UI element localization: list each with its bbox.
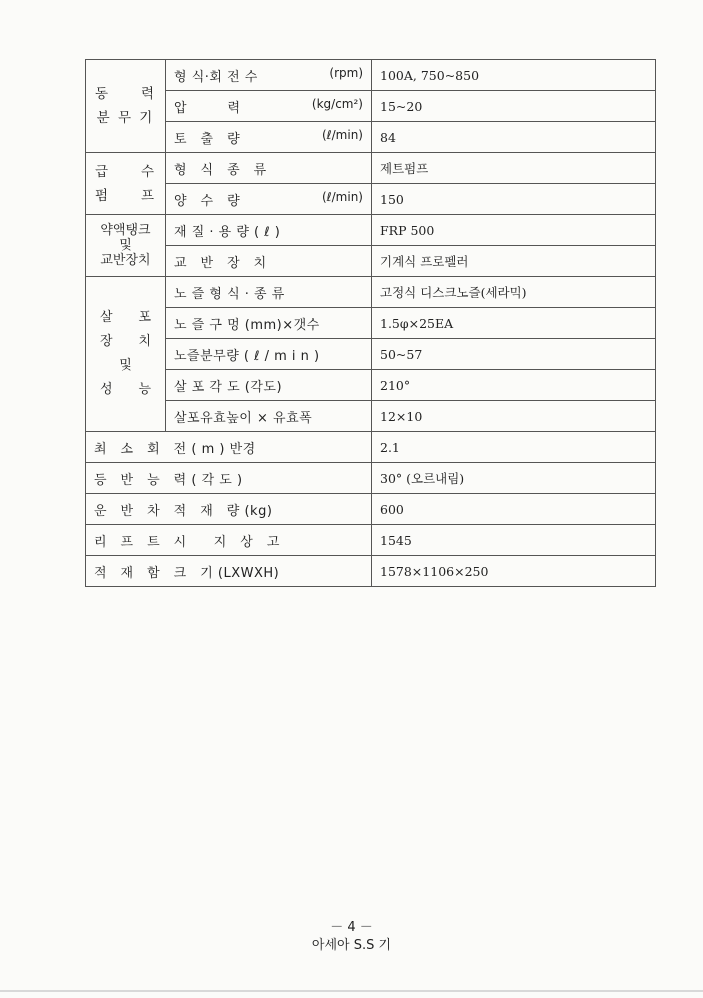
value-cell: 600 — [372, 494, 656, 525]
category-line: 급 수 — [94, 163, 157, 180]
item-label: 노즐분무량 ( ℓ / m i n ) — [174, 348, 320, 364]
value-cell: 기계식 프로펠러 — [372, 246, 656, 277]
value-cell: 30° (오르내림) — [372, 463, 656, 494]
table-row — [86, 339, 656, 370]
item-cell: 리 프 트 시 지 상 고 — [86, 525, 372, 556]
value-cell: 고정식 디스크노즐(세라믹) — [372, 277, 656, 308]
item-cell — [166, 153, 372, 184]
item-label: 양 수 량 — [174, 193, 241, 209]
item-label: 토 출 량 — [174, 131, 241, 147]
value-cell: 12×10 — [372, 401, 656, 432]
item-cell — [166, 91, 372, 122]
category-line: 펌 프 — [94, 187, 157, 204]
item-label: 형 식·회 전 수 — [174, 69, 258, 85]
table-row — [86, 215, 656, 246]
item-cell — [166, 246, 372, 277]
spec-table — [85, 59, 656, 587]
table-row — [86, 401, 656, 432]
category-line: 교반장치 — [100, 253, 151, 268]
item-label: 형 식 종 류 — [174, 162, 267, 178]
table-row — [86, 556, 656, 587]
category-line: 동 력 — [94, 86, 157, 102]
item-label: 살 포 각 도 (각도) — [174, 379, 283, 395]
item-cell — [166, 370, 372, 401]
category-cell — [86, 277, 166, 432]
category-line: 장 치 — [99, 334, 152, 349]
item-cell — [166, 277, 372, 308]
category-line: 약액탱크 — [100, 223, 151, 238]
item-cell — [166, 401, 372, 432]
item-cell — [166, 215, 372, 246]
item-cell: 등 반 능 력 ( 각 도 ) — [86, 463, 372, 494]
item-cell — [166, 339, 372, 370]
category-line: 및 — [119, 238, 132, 253]
category-cell — [86, 153, 166, 215]
item-cell — [166, 308, 372, 339]
item-cell: 운 반 차 적 재 량 (kg) — [86, 494, 372, 525]
table-row — [86, 494, 656, 525]
category-line: 분 무 기 — [96, 110, 155, 126]
category-cell — [86, 60, 166, 153]
item-cell: 적 재 함 크 기 (LXWXH) — [86, 556, 372, 587]
value-cell: 1578×1106×250 — [372, 556, 656, 587]
item-unit: (ℓ/min) — [322, 127, 363, 142]
value-cell: 2.1 — [372, 432, 656, 463]
item-unit: (kg/cm²) — [311, 96, 363, 111]
item-label: 노 즐 구 멍 (mm)×갯수 — [174, 317, 320, 333]
table-row — [86, 60, 656, 91]
table-row — [86, 525, 656, 556]
table-row — [86, 432, 656, 463]
table-row — [86, 153, 656, 184]
item-label: 압 력 — [174, 100, 241, 116]
value-cell: 84 — [372, 122, 656, 153]
category-line: 살 포 — [99, 310, 152, 325]
category-line: 및 — [119, 358, 132, 373]
value-cell: 1545 — [372, 525, 656, 556]
table-row — [86, 308, 656, 339]
value-cell: 15~20 — [372, 91, 656, 122]
item-unit: (ℓ/min) — [322, 189, 363, 204]
category-line: 성 능 — [99, 382, 152, 397]
table-row — [86, 122, 656, 153]
value-cell: FRP 500 — [372, 215, 656, 246]
table-row — [86, 91, 656, 122]
category-cell — [86, 215, 166, 277]
item-label: 교 반 장 치 — [174, 255, 267, 271]
value-cell: 50~57 — [372, 339, 656, 370]
item-cell — [166, 122, 372, 153]
value-cell: 210° — [372, 370, 656, 401]
page-number: － 4 － — [330, 920, 373, 935]
item-label: 노 즐 형 식 · 종 류 — [174, 286, 285, 302]
item-cell: 최 소 회 전 ( m ) 반경 — [86, 432, 372, 463]
table-row — [86, 184, 656, 215]
table-row — [86, 370, 656, 401]
item-cell — [166, 184, 372, 215]
table-row — [86, 277, 656, 308]
scan-edge-line — [0, 990, 703, 992]
item-label: 재 질 · 용 량 ( ℓ ) — [174, 224, 281, 240]
spec-table-body — [86, 60, 656, 587]
value-cell: 1.5φ×25EA — [372, 308, 656, 339]
table-row — [86, 246, 656, 277]
item-unit: (rpm) — [329, 65, 363, 80]
value-cell: 150 — [372, 184, 656, 215]
company-name: 아세아 S.S 기 — [311, 938, 392, 953]
value-cell: 제트펌프 — [372, 153, 656, 184]
table-row — [86, 463, 656, 494]
value-cell: 100A, 750~850 — [372, 60, 656, 91]
item-label: 살포유효높이 × 유효폭 — [174, 410, 313, 426]
item-cell — [166, 60, 372, 91]
